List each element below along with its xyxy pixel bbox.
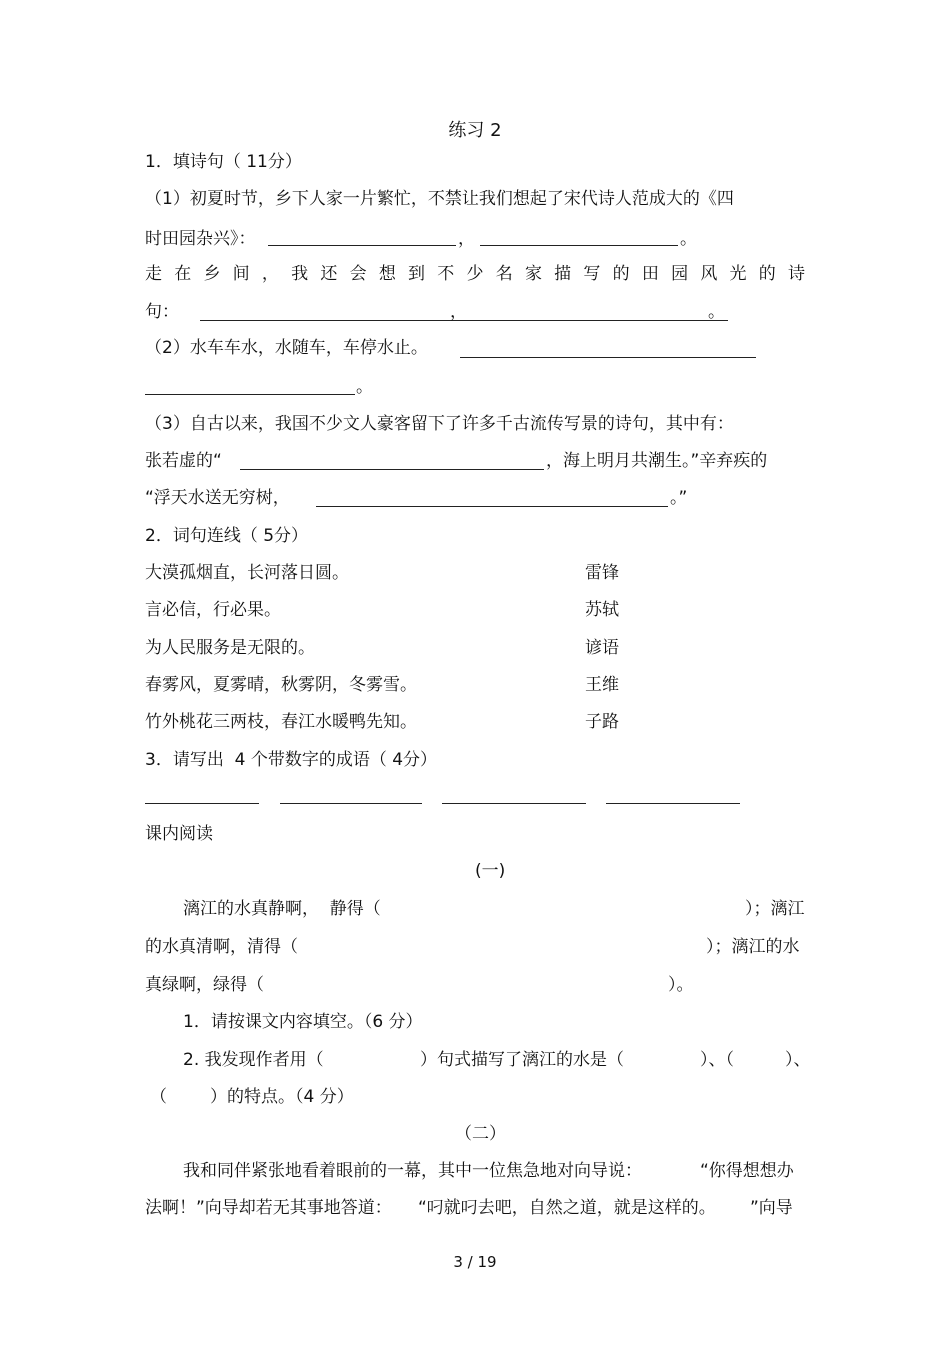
reading-question: 2. 我发现作者用（ [183,1050,324,1070]
answer-blank[interactable] [460,357,756,358]
match-right-item: 苏轼 [585,600,619,620]
match-left-item: 春雾风，夏雾晴，秋雾阴，冬雾雪。 [145,675,417,695]
q1-p3-line1: （3）自古以来，我国不少文人豪客留下了许多千古流传写景的诗句，其中有： [145,414,734,434]
q1-p1-line3: 走在乡间，我还会想到不少名家描写的田园风光的诗 [145,264,805,284]
match-right-item: 谚语 [585,638,619,658]
passage-line: “叼就叼去吧，自然之道，就是这样的。 [418,1198,716,1218]
page-title: 练习 2 [448,120,502,141]
passage-line: ”向导 [750,1198,793,1218]
q1-p1-line1: （1）初夏时节，乡下人家一片繁忙，不禁让我们想起了宋代诗人范成大的《四 [145,189,734,209]
q3-heading: 3．请写出 4 个带数字的成语（ 4分） [145,750,438,770]
answer-blank[interactable] [316,506,668,507]
answer-blank[interactable] [268,245,456,246]
q1-p3-line3-prefix: “浮天水送无穷树， [145,488,290,508]
reading-question: ）、（ [700,1050,734,1070]
answer-blank[interactable] [606,803,740,804]
passage-line: “你得想想办 [700,1161,794,1181]
comma: ， [450,302,467,322]
passage-line: ）；漓江的水 [706,937,800,957]
match-left-item: 大漠孤烟直，长河落日圆。 [145,563,349,583]
answer-blank[interactable] [145,803,259,804]
period: 。 [680,229,697,249]
match-right-item: 雷锋 [585,563,619,583]
section-label: (一) [475,861,506,881]
passage-line: 的水真清啊，清得（ [145,937,298,957]
period: 。 [708,302,725,322]
answer-blank[interactable] [280,803,422,804]
answer-blank[interactable] [442,803,586,804]
reading-question: ）、 [785,1050,811,1070]
match-right-item: 王维 [585,675,619,695]
match-right-item: 子路 [585,712,619,732]
match-left-item: 竹外桃花三两枝，春江水暖鸭先知。 [145,712,417,732]
page-number: 3 / 19 [453,1253,497,1271]
q1-p1-line4-prefix: 句： [145,302,179,322]
reading-question: ）的特点。（4 分） [210,1087,354,1107]
passage-line: ）；漓江 [745,899,805,919]
comma: ， [458,229,475,249]
q1-p2-line1: （2）水车车水，水随车，车停水止。 [145,338,428,358]
match-left-item: 为人民服务是无限的。 [145,638,315,658]
q2-heading: 2．词句连线（ 5分） [145,526,309,546]
passage-line: 漓江的水真静啊， 静得（ [183,899,381,919]
answer-blank[interactable] [480,245,678,246]
reading-question: 1．请按课文内容填空。（6 分） [183,1012,423,1032]
q1-p1-line2-prefix: 时田园杂兴》： [145,229,256,249]
answer-blank[interactable] [240,469,544,470]
q1-heading: 1．填诗句（ 11分） [145,152,302,172]
quote-end: 。” [670,488,688,508]
q1-p3-line2-suffix: ，海上明月共潮生。”辛弃疾的 [546,451,768,471]
period: 。 [356,377,373,397]
passage-line: 真绿啊，绿得（ [145,975,264,995]
passage-line: 法啊！”向导却若无其事地答道： [145,1198,392,1218]
q1-p3-line2-prefix: 张若虚的“ [145,451,222,471]
match-left-item: 言必信，行必果。 [145,600,281,620]
passage-line: ）。 [668,975,694,995]
section-label: （二） [455,1124,506,1144]
passage-line: 我和同伴紧张地看着眼前的一幕，其中一位焦急地对向导说： [183,1161,642,1181]
answer-blank[interactable] [145,394,355,395]
reading-question: ）句式描写了漓江的水是（ [420,1050,624,1070]
reading-question: （ [150,1087,167,1107]
reading-heading: 课内阅读 [145,824,213,844]
